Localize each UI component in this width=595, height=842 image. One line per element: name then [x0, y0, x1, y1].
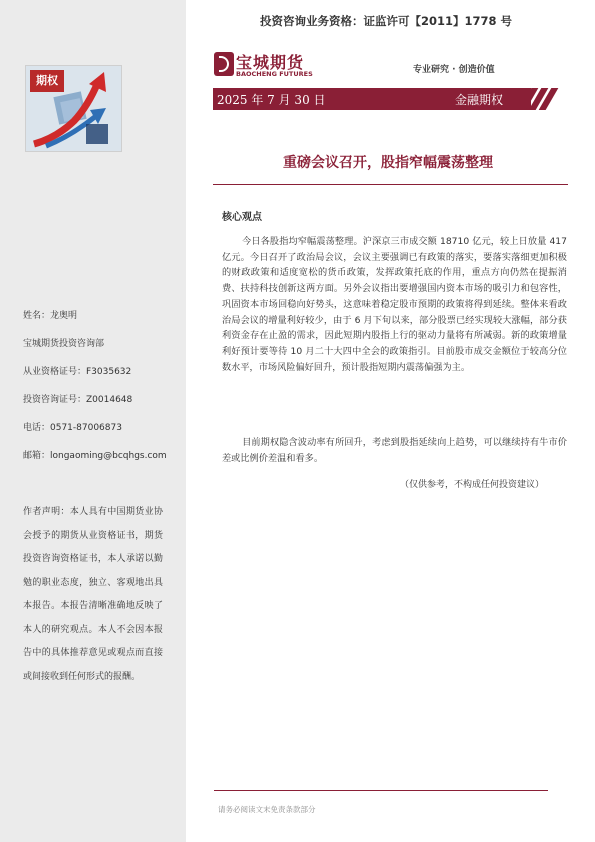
author-name: 姓名：龙奥明 — [23, 311, 78, 321]
paragraph-text: 今日各股指均窄幅震荡整理。沪深京三市成交额 18710 亿元，较上日放量 417 亿元。今日召开了政治局会议，会议主要强调已有政策的落实，要落实落细更加积极的财政政策和适度宽松的货币政策，发挥政策托底的作用，重点方向仍然在提振消费、扶持科技创新这两方面。另外会议指出要增强国内资本市场的吸引力和包容性，巩固资本市场回稳向好势头，这意味着稳定股市预期的政策将得到延续。整体来看政治局会议的增量利好较少，由于 6 月下旬以来，部分股票已经实现较大涨幅，部分获利资金存在止盈的需求，因此短期内股指上行的驱动力量将有所减弱。新的政策增量利好预计要等待 10 月二十大四中全会的政策指引。目前股市成交金额位于较高分位数水平，市场风险偏好回升，预计股指短期内震荡偏强为主。 — [222, 236, 567, 373]
author-consult-cert: 投资咨询证号：Z0014648 — [23, 395, 133, 405]
author-phone: 电话：0571-87006873 — [23, 423, 122, 433]
footer-divider — [214, 790, 548, 791]
options-cover-image — [25, 65, 122, 152]
author-email[interactable]: 邮箱：longaoming@bcqhgs.com — [23, 451, 167, 461]
brand-name-en: BAOCHENG FUTURES — [236, 70, 313, 78]
paragraph-market-review — [222, 234, 567, 375]
title-divider — [213, 184, 568, 185]
footer-note: 请务必阅读文末免责条款部分 — [218, 805, 316, 814]
author-statement: 作者声明：本人具有中国期货业协会授予的期货从业资格证书，期货投资咨询资格证书，本人承诺以勤勉的职业态度，独立、客观地出具本报告。本报告清晰准确地反映了本人的研究观点。本人不会因本报告中的具体推荐意见或观点而直接或间接收到任何形式的报酬。 — [23, 507, 163, 682]
paragraph-options-view — [222, 435, 567, 466]
report-date: 2025 年 7 月 30 日 — [217, 93, 326, 107]
investment-disclaimer-note: （仅供参考，不构成任何投资建议） — [400, 480, 545, 490]
report-title: 重磅会议召开，股指窄幅震荡整理 — [283, 155, 493, 171]
brand-slogan: 专业研究 · 创造价值 — [413, 65, 495, 75]
section-heading: 核心观点 — [222, 212, 262, 223]
paragraph-text: 目前期权隐含波动率有所回升，考虑到股指延续向上趋势，可以继续持有牛市价差或比例价差温和看多。 — [222, 437, 567, 464]
author-department: 宝城期货投资咨询部 — [23, 339, 105, 349]
report-category: 金融期权 — [455, 93, 504, 107]
brand-name-cn: 宝城期货 — [236, 53, 305, 72]
license-header: 投资咨询业务资格：证监许可【2011】1778 号 — [259, 14, 512, 28]
baocheng-logo-icon — [214, 52, 234, 76]
main-panel — [186, 0, 595, 842]
cover-badge: 期权 — [30, 70, 64, 92]
date-bar — [213, 88, 548, 110]
author-practice-cert: 从业资格证号：F3035632 — [23, 367, 132, 377]
